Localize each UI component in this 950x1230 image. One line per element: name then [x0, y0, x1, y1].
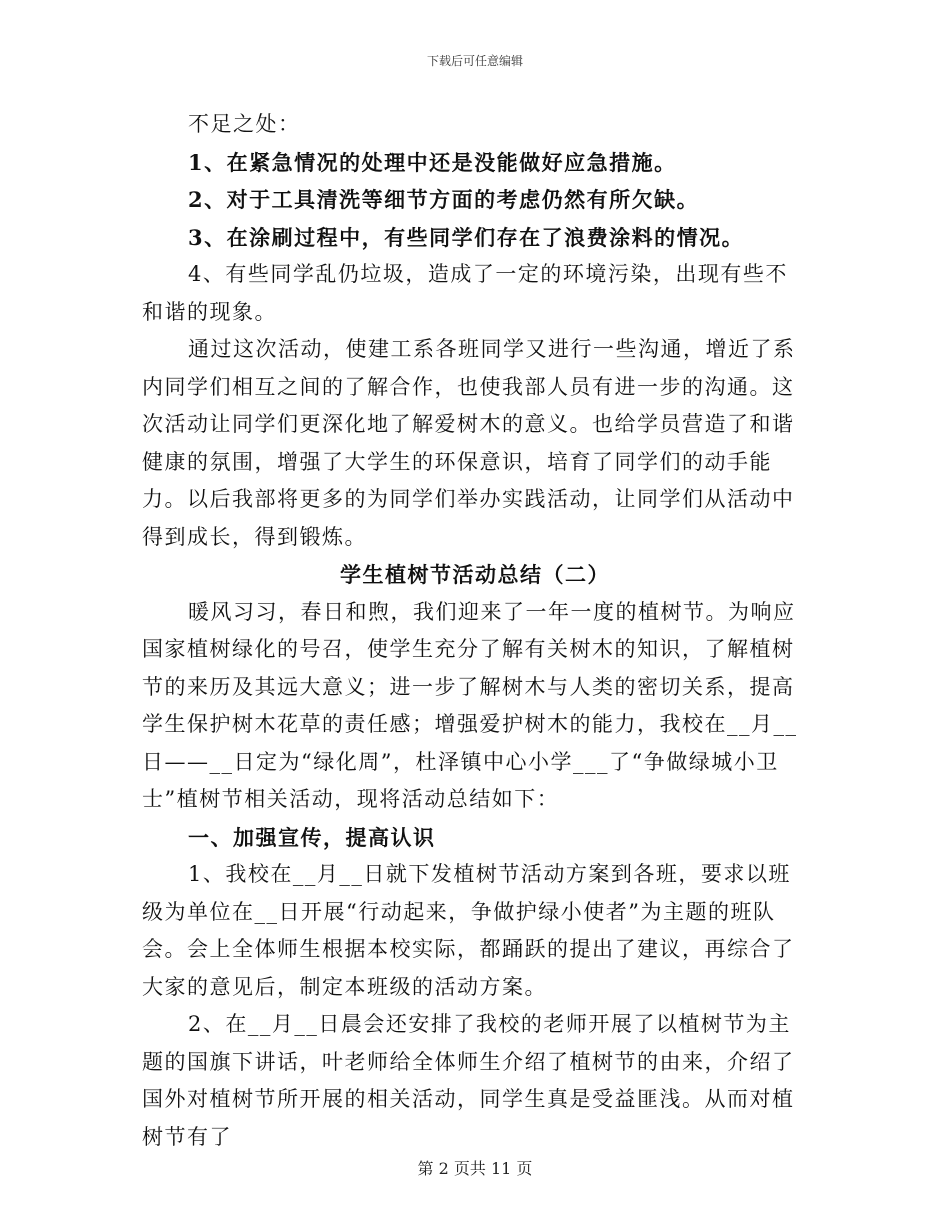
conclusion-paragraph: 通过这次活动，使建工系各班同学又进行一些沟通，增近了系内同学们相互之间的了解合作，也使我部人员有进一步的沟通。这次活动让同学们更深化地了解爱树木的意义。也给学员营造了和谐健康的氛围，增强了大学生的环保意识，培育了同学们的动手能力。以后我部将更多的为同学们举办实践活动，让同学们从活动中得到成长，得到锻炼。 [142, 337, 796, 549]
list-item-2: 2、在__月__日晨会还安排了我校的老师开展了以植树节为主题的国旗下讲话，叶老师给全体师生介绍了植树节的由来，介绍了国外对植树节所开展的相关活动，同学生真是受益匪浅。从而对植树节有了 [142, 1012, 795, 1149]
page-header: 下载后可任意编辑 [426, 54, 523, 68]
list-item-1: 1、我校在__月__日就下发植树节活动方案到各班，要求以班级为单位在__日开展“行动起来，争做护绿小使者”为主题的班队会。会上全体师生根据本校实际，都踊跃的提出了建议，再综合了大家的意见后，制定本班级的活动方案。 [142, 862, 795, 999]
page-footer: 第 2 页共 11 页 [417, 1159, 533, 1178]
section-title: 学生植树节活动总结（二） [340, 562, 610, 587]
subsection-heading: 一、加强宣传，提高认识 [188, 824, 436, 850]
shortcoming-item-4: 4、有些同学乱仍垃圾，造成了一定的环境污染，出现有些不和谐的现象。 [142, 262, 788, 324]
shortcomings-heading: 不足之处： [188, 112, 301, 136]
document-body [142, 106, 808, 1156]
intro-paragraph: 暖风习习，春日和煦，我们迎来了一年一度的植树节。为响应国家植树绿化的号召，使学生充分了解有关树木的知识，了解植树节的来历及其远大意义；进一步了解树木与人类的密切关系，提高学生保护树木花草的责任感；增强爱护树木的能力，我校在__月__日——__日定为“绿化周”，杜泽镇中心小学___了“争做绿城小卫士”植树节相关活动，现将活动总结如下： [142, 599, 798, 811]
shortcoming-item-3: 3、在涂刷过程中，有些同学们存在了浪费涂料的情况。 [188, 224, 745, 250]
shortcoming-item-2: 2、对于工具清洗等细节方面的考虑仍然有所欠缺。 [188, 187, 700, 212]
shortcoming-item-1: 1、在紧急情况的处理中还是没能做好应急措施。 [188, 149, 677, 175]
